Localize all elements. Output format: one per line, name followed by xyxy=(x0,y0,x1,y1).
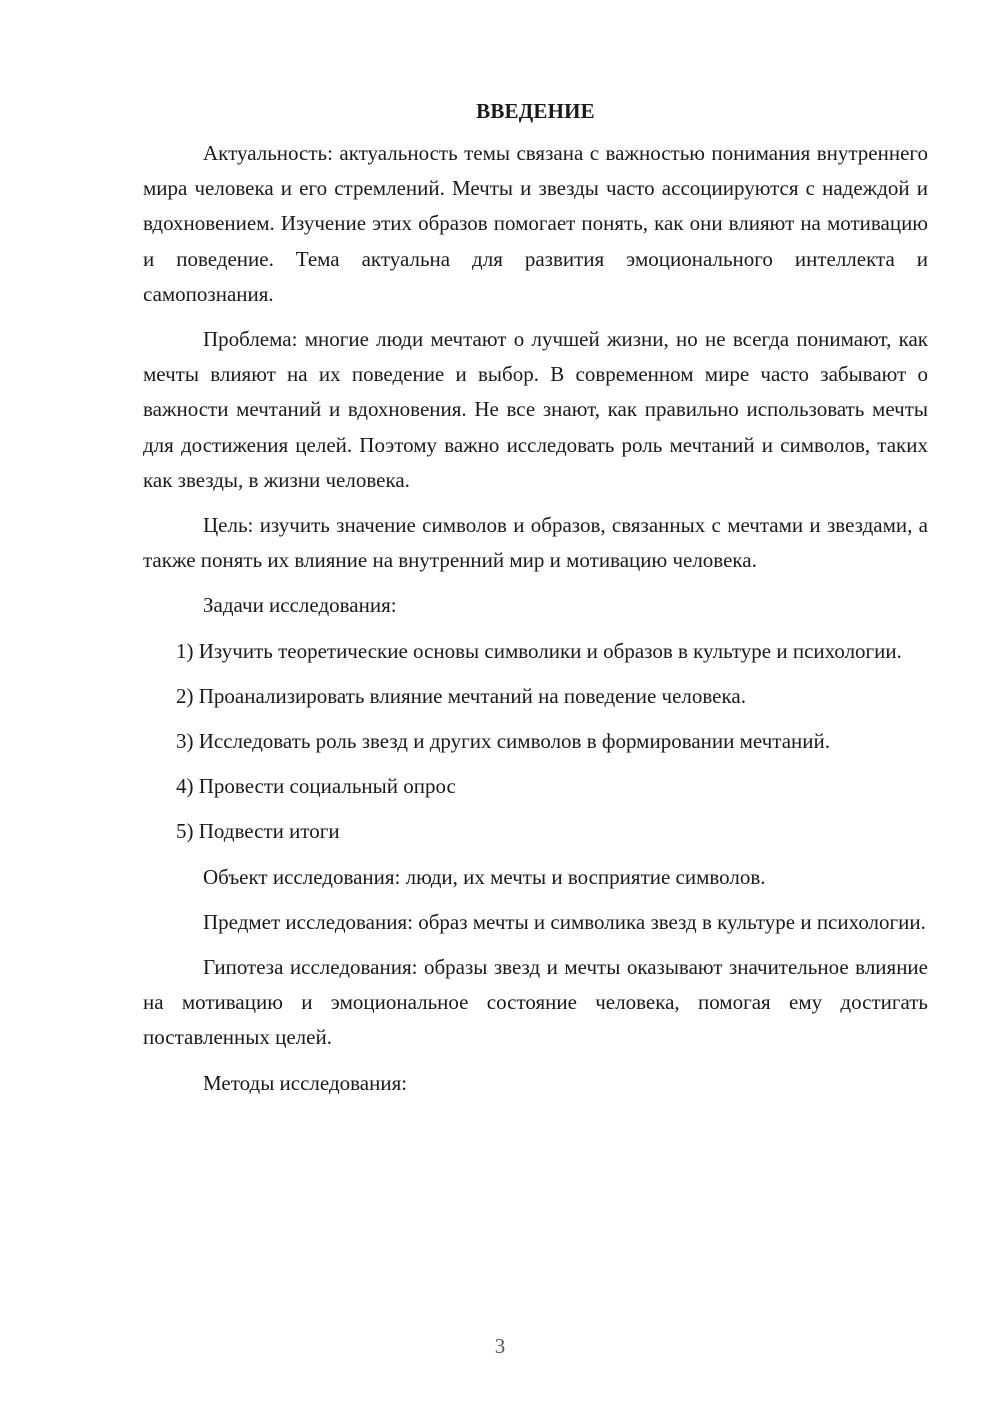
problem-paragraph: Проблема: многие люди мечтают о лучшей жизни, но не всегда понимают, как мечты влияют на их поведение и выбор. В современном мире часто забывают о важности мечтаний и вдохновения. Не все знают, как правильно использовать мечты для достижения целей. Поэтому важно исследовать роль мечтаний и символов, таких как звезды, в жизни человека. xyxy=(143,327,928,492)
task-item-2: 2) Проанализировать влияние мечтаний на поведение человека. xyxy=(176,683,746,708)
methods-heading: Методы исследования: xyxy=(203,1070,408,1095)
section-title: ВВЕДЕНИЕ xyxy=(476,99,595,123)
page-number: 3 xyxy=(494,1334,506,1358)
task-item-1: 1) Изучить теоретические основы символики и образов в культуре и психологии. xyxy=(176,638,902,663)
page-content xyxy=(143,96,928,1101)
task-item-5: 5) Подвести итоги xyxy=(176,819,340,844)
task-item-4: 4) Провести социальный опрос xyxy=(176,774,456,799)
tasks-heading: Задачи исследования: xyxy=(203,593,397,618)
object-paragraph: Объект исследования: люди, их мечты и восприятие символов. xyxy=(203,864,766,889)
task-item-3: 3) Исследовать роль звезд и других символов в формировании мечтаний. xyxy=(176,729,830,754)
goal-paragraph: Цель: изучить значение символов и образов, связанных с мечтами и звездами, а также понять их влияние на внутренний мир и мотивацию человека. xyxy=(143,513,928,573)
hypothesis-paragraph: Гипотеза исследования: образы звезд и мечты оказывают значительное влияние на мотивацию и эмоциональное состояние человека, помогая ему достигать поставленных целей. xyxy=(143,955,928,1050)
subject-paragraph: Предмет исследования: образ мечты и символика звезд в культуре и психологии. xyxy=(203,909,926,934)
relevance-paragraph: Актуальность: актуальность темы связана с важностью понимания внутреннего мира человека и его стремлений. Мечты и звезды часто ассоциируются с надеждой и вдохновением. Изучение этих образов помогает понять, как они влияют на мотивацию и поведение. Тема актуальна для развития эмоционального интеллекта и самопознания. xyxy=(143,141,928,306)
